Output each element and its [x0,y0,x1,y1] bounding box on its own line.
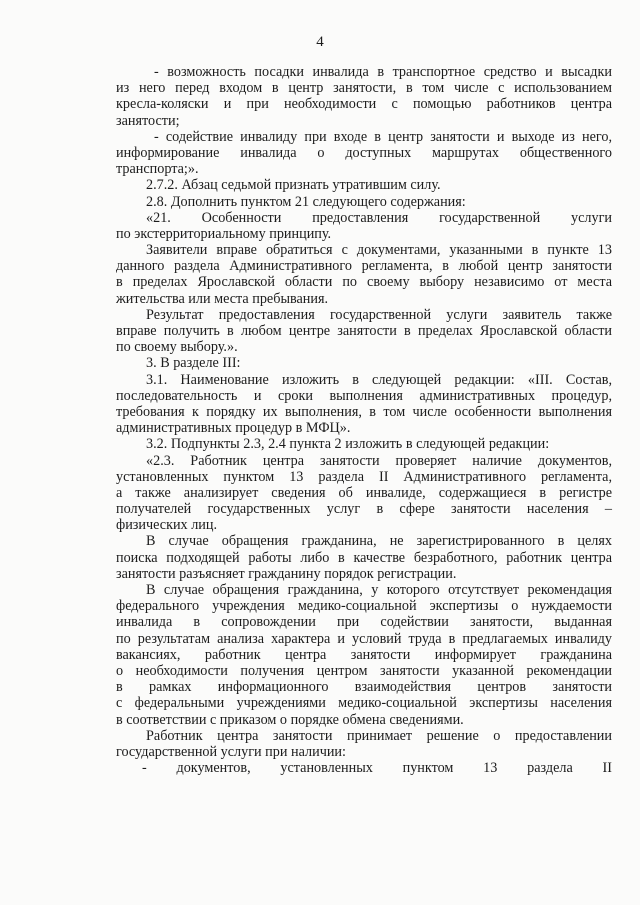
text-line: физических лиц. [116,517,218,534]
text-line: 2.8. Дополнить пунктом 21 следующего содержания: [146,193,466,210]
text-line: в соответствии с приказом о порядке обмена сведениями. [116,711,464,728]
text-line: - документов, установленных пунктом 13 раздела II [142,760,612,777]
text-line: инвалида в сопровождении при содействии занятости, выданная [116,614,612,631]
text-line: - возможность посадки инвалида в транспортное средство и высадки [154,64,612,80]
text-line: «2.3. Работник центра занятости проверяет наличие документов, [146,452,612,469]
text-line: жительства или места пребывания. [116,290,329,307]
text-line: поиска подходящей работы либо в качестве безработного, работник центра [116,549,612,566]
text-line: «21. Особенности предоставления государственной услуги [146,209,612,226]
text-line: транспорта;». [116,161,199,178]
text-line: о необходимости получения центром занятости указанной рекомендации [116,662,612,679]
text-line: Результат предоставления государственной услуги заявитель также [146,306,612,323]
text-line: с федеральными учреждениями медико-социальной экспертизы населения [116,695,612,712]
text-line: по результатам анализа характера и условий труда в предлагаемых инвалиду [116,630,612,647]
text-line: 3.2. Подпункты 2.3, 2.4 пункта 2 изложить в следующей редакции: [146,436,550,453]
document-body [116,64,612,776]
text-line: в пределах Ярославской области по своему выбору независимо от места [116,274,612,291]
text-line: последовательность и сроки выполнения административных процедур, [116,387,612,404]
text-line: вакансиях, работник центра занятости информирует гражданина [116,646,612,663]
text-line: 2.7.2. Абзац седьмой признать утратившим силу. [146,177,441,194]
text-line: по своему выбору.». [116,339,238,356]
text-line: требования к порядку их выполнения, в том числе особенности выполнения [116,403,612,420]
text-line: установленных пунктом 13 раздела II Административного регламента, [116,468,612,485]
text-line: Заявители вправе обратиться с документами, указанными в пункте 13 [146,242,612,259]
text-line: в рамках информационного взаимодействия центров занятости [116,679,612,696]
text-line: информирование инвалида о доступных маршрутах общественного [116,144,612,161]
text-line: Работник центра занятости принимает решение о предоставлении [146,727,612,744]
text-line: В случае обращения гражданина, у которого отсутствует рекомендация [146,582,612,598]
text-line: кресла-коляски и при необходимости с помощью работников центра [116,96,612,113]
text-line: административных процедур в МФЦ». [116,420,351,437]
page-number: 4 [316,34,324,50]
text-line: В случае обращения гражданина, не зарегистрированного в целях [146,533,612,550]
text-line: из него перед входом в центр занятости, в том числе с использованием [116,80,612,97]
text-line: получателей государственных услуг в сфере занятости населения – [116,501,612,518]
text-line: 3.1. Наименование изложить в следующей редакции: «III. Состав, [146,371,612,388]
text-line: вправе получить в любом центре занятости в пределах Ярославской области [116,323,612,339]
text-line: - содействие инвалиду при входе в центр занятости и выходе из него, [154,128,612,145]
text-line: занятости разъясняет гражданину порядок регистрации. [116,565,457,582]
text-line: занятости; [116,112,180,129]
text-line: по экстерриториальному принципу. [116,225,332,242]
text-line: а также анализирует сведения об инвалиде, содержащиеся в регистре [116,484,612,501]
text-line: федерального учреждения медико-социальной экспертизы о нуждаемости [116,598,612,615]
text-line: 3. В разделе III: [146,355,241,372]
text-line: данного раздела Административного регламента, в любой центр занятости [116,258,612,275]
text-line: государственной услуги при наличии: [116,743,346,760]
